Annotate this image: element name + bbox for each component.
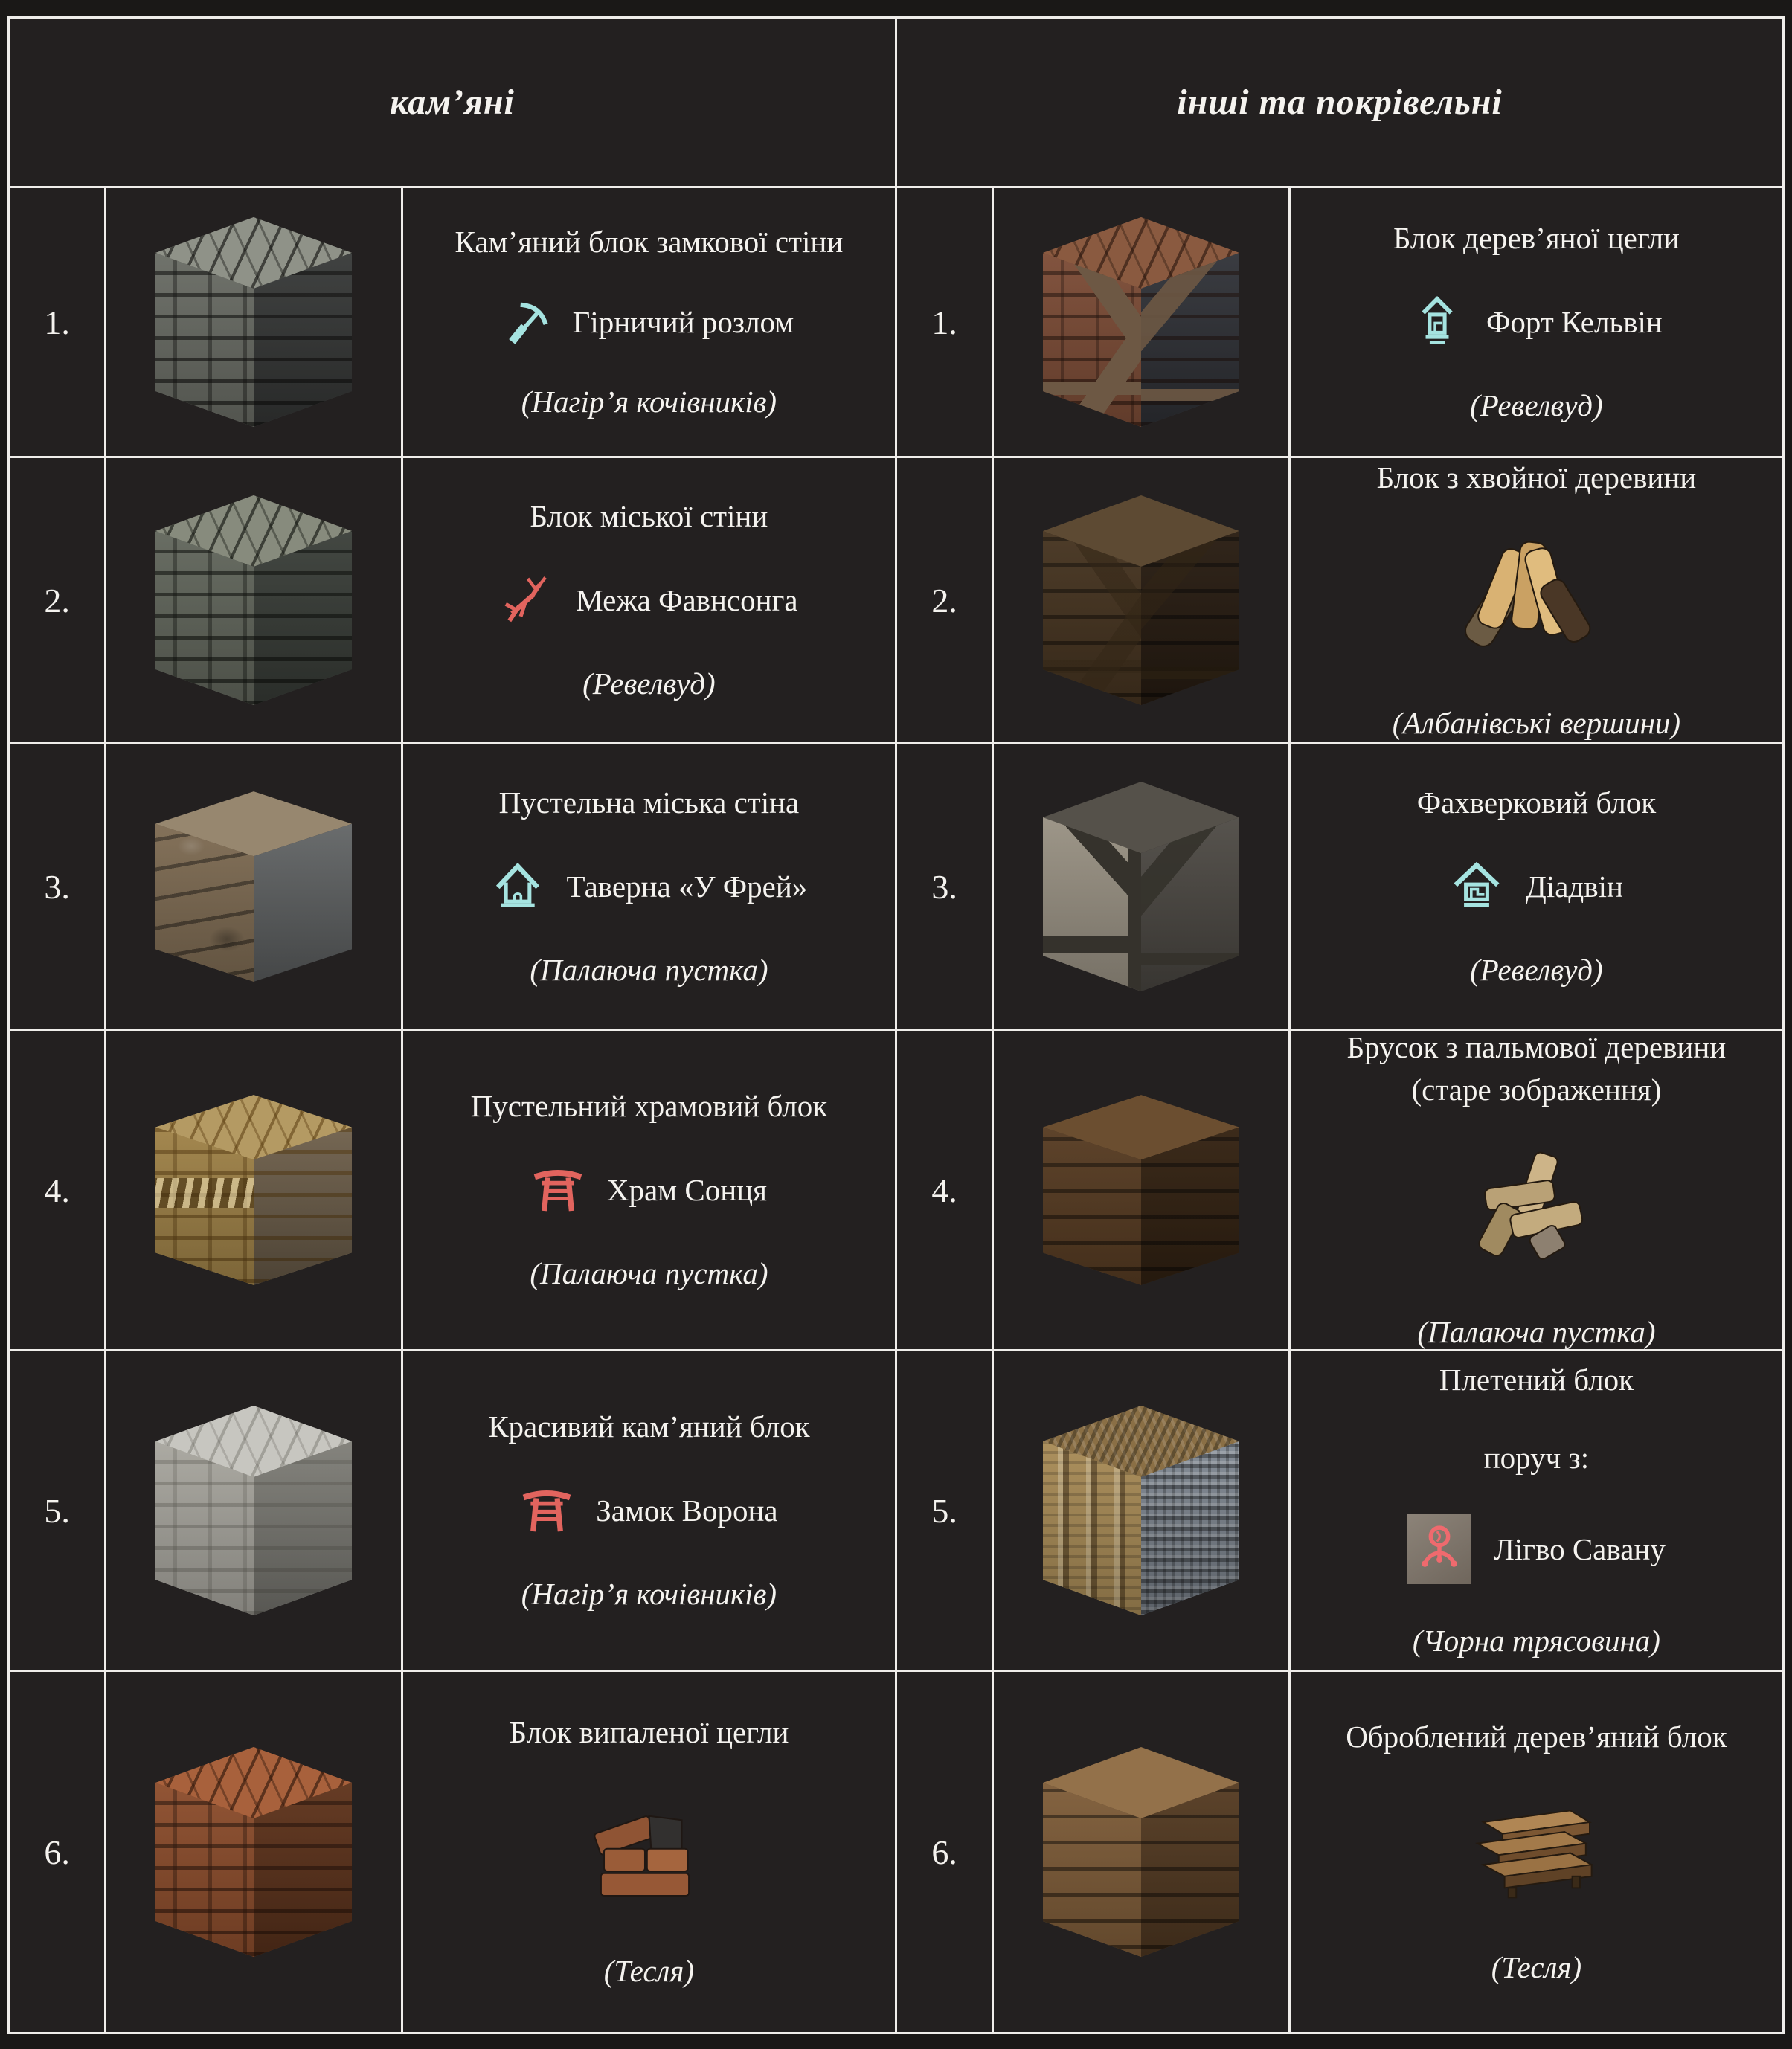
region-name: (Ревелвуд) bbox=[1470, 388, 1603, 422]
block-title: Красивий кам’яний блок bbox=[488, 1409, 810, 1444]
conifer-wood-pile-image bbox=[1465, 534, 1607, 666]
wooden-brick-block-image bbox=[1030, 210, 1253, 434]
fired-brick-block-image bbox=[142, 1740, 365, 1963]
location-name: Межа Фавнсонга bbox=[576, 582, 798, 617]
row-number: 5. bbox=[897, 1351, 992, 1670]
block-title: Плетений блок bbox=[1439, 1363, 1634, 1397]
block-title: Блок дерев’яної цегли bbox=[1393, 221, 1680, 256]
block-title: Блок з хвойної деревини bbox=[1376, 460, 1697, 495]
location-name: Замок Ворона bbox=[596, 1493, 778, 1528]
block-title: Оброблений дерев’яний блок bbox=[1346, 1719, 1727, 1754]
row-number: 1. bbox=[897, 188, 992, 456]
row-number: 1. bbox=[10, 188, 104, 456]
desert-temple-block-image bbox=[142, 1089, 365, 1291]
block-title: Пустельна міська стіна bbox=[498, 785, 800, 820]
location-name: Гірничий розлом bbox=[572, 304, 794, 339]
region-name: (Нагір’я кочівників) bbox=[521, 385, 777, 419]
location-name: Таверна «У Фрей» bbox=[566, 869, 808, 904]
region-name: (Албанівські вершини) bbox=[1392, 705, 1681, 740]
block-image-cell bbox=[106, 744, 401, 1029]
region-name: (Палаюча пустка) bbox=[1417, 1315, 1656, 1349]
block-image-cell bbox=[994, 458, 1288, 742]
location-row bbox=[1407, 1514, 1666, 1584]
block-image-cell bbox=[106, 1351, 401, 1670]
pickaxe-icon bbox=[504, 299, 550, 345]
description-cell bbox=[403, 1351, 895, 1670]
location-row bbox=[520, 1484, 777, 1537]
house-icon bbox=[1450, 860, 1503, 913]
location-row bbox=[491, 860, 808, 913]
region-name: (Нагір’я кочівників) bbox=[521, 1577, 777, 1611]
region-name: (Палаюча пустка) bbox=[530, 953, 768, 987]
block-subtitle: поруч з: bbox=[1483, 1440, 1590, 1475]
torii-gate-icon bbox=[531, 1163, 585, 1217]
block-title: Блок випаленої цегли bbox=[509, 1715, 789, 1750]
description-cell bbox=[1291, 1031, 1782, 1349]
block-image-cell bbox=[106, 458, 401, 742]
location-row bbox=[504, 299, 794, 345]
tavern-house-icon bbox=[491, 860, 545, 913]
castle-wall-stone-block-image bbox=[142, 210, 365, 434]
fine-stone-block-image bbox=[142, 1399, 365, 1622]
location-name: Храм Сонця bbox=[606, 1172, 767, 1207]
description-cell bbox=[403, 1031, 895, 1349]
desert-city-wall-block-image bbox=[142, 785, 365, 988]
fort-tower-icon bbox=[1410, 295, 1464, 349]
column-header-other-roofing: інші та покрівельні bbox=[897, 19, 1782, 186]
row-number: 3. bbox=[10, 744, 104, 1029]
description-cell bbox=[1291, 1351, 1782, 1670]
description-cell bbox=[1291, 744, 1782, 1029]
location-name: Діадвін bbox=[1525, 869, 1623, 904]
region-name: (Ревелвуд) bbox=[1470, 953, 1603, 987]
block-title: Пустельний храмовий блок bbox=[470, 1089, 828, 1124]
location-name: Лігво Савану bbox=[1493, 1532, 1666, 1566]
faun-icon bbox=[500, 573, 553, 627]
palm-wood-block-image bbox=[1030, 1089, 1253, 1291]
region-name: (Тесля) bbox=[603, 1954, 695, 1989]
torii-gate-icon bbox=[520, 1484, 574, 1537]
region-name: (Тесля) bbox=[1491, 1949, 1582, 1984]
fired-brick-pile-image bbox=[588, 1789, 710, 1915]
location-row bbox=[531, 1163, 767, 1217]
description-cell bbox=[403, 458, 895, 742]
block-image-cell bbox=[106, 1672, 401, 2032]
planks-stack-image bbox=[1464, 1793, 1609, 1911]
description-cell bbox=[403, 1672, 895, 2032]
block-title: Кам’яний блок замкової стіни bbox=[455, 225, 844, 260]
row-number: 4. bbox=[10, 1031, 104, 1349]
block-image-cell bbox=[106, 188, 401, 456]
description-cell bbox=[403, 744, 895, 1029]
region-name: (Чорна трясовина) bbox=[1412, 1624, 1660, 1659]
row-number: 3. bbox=[897, 744, 992, 1029]
region-name: (Ревелвуд) bbox=[582, 666, 716, 701]
block-image-cell bbox=[994, 1672, 1288, 2032]
block-image-cell bbox=[994, 188, 1288, 456]
savanna-plant-icon bbox=[1407, 1514, 1471, 1584]
fachwerk-block-image bbox=[1030, 775, 1253, 998]
row-number: 4. bbox=[897, 1031, 992, 1349]
row-number: 6. bbox=[10, 1672, 104, 2032]
description-cell bbox=[1291, 1672, 1782, 2032]
block-image-cell bbox=[994, 1031, 1288, 1349]
palm-wood-pile-image bbox=[1468, 1147, 1605, 1276]
row-number: 2. bbox=[897, 458, 992, 742]
row-number: 6. bbox=[897, 1672, 992, 2032]
block-image-cell bbox=[994, 744, 1288, 1029]
description-cell bbox=[1291, 458, 1782, 742]
wicker-block-image bbox=[1030, 1399, 1253, 1622]
region-name: (Палаюча пустка) bbox=[530, 1256, 768, 1290]
blocks-reference-table bbox=[7, 16, 1785, 2034]
location-row bbox=[1450, 860, 1623, 913]
row-number: 2. bbox=[10, 458, 104, 742]
block-image-cell bbox=[994, 1351, 1288, 1670]
block-title: Фахверковий блок bbox=[1416, 785, 1657, 820]
location-row bbox=[500, 573, 797, 627]
description-cell bbox=[403, 188, 895, 456]
description-cell bbox=[1291, 188, 1782, 456]
conifer-wood-block-image bbox=[1030, 489, 1253, 712]
location-row bbox=[1410, 295, 1663, 349]
block-title: Брусок з пальмової деревини (старе зображення) bbox=[1346, 1031, 1727, 1107]
processed-wood-block-image bbox=[1030, 1740, 1253, 1963]
city-wall-stone-block-image bbox=[142, 489, 365, 712]
column-header-stone: кам’яні bbox=[10, 19, 895, 186]
location-name: Форт Кельвін bbox=[1486, 304, 1663, 339]
block-title: Блок міської стіни bbox=[530, 499, 768, 534]
block-image-cell bbox=[106, 1031, 401, 1349]
row-number: 5. bbox=[10, 1351, 104, 1670]
